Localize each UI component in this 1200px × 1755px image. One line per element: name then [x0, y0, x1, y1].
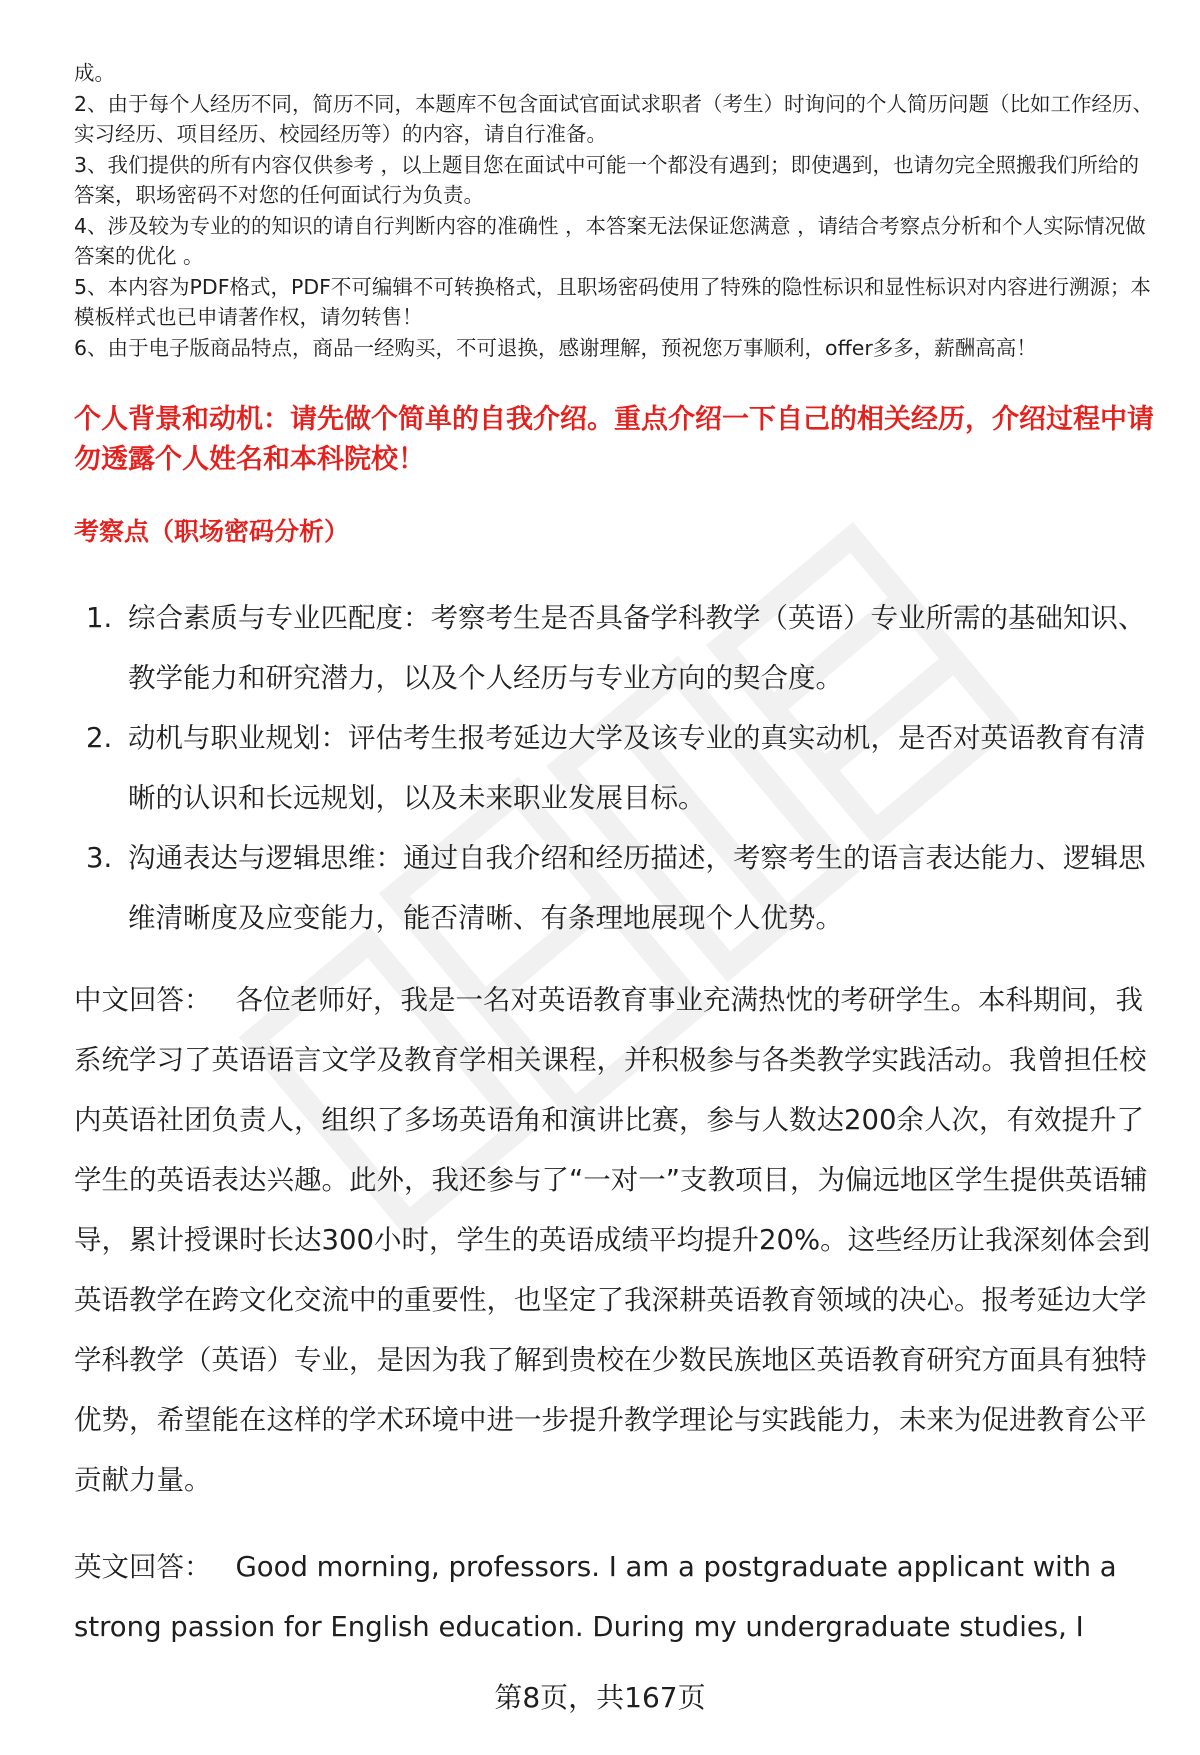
point-text: 动机与职业规划：评估考生报考延边大学及该专业的真实动机，是否对英语教育有清晰的认识和长远规划，以及未来职业发展目标。 — [128, 722, 1146, 814]
point-number: 3. — [86, 842, 113, 874]
analysis-point — [74, 828, 1154, 948]
point-text: 沟通表达与逻辑思维：通过自我介绍和经历描述，考察考生的语言表达能力、逻辑思维清晰度及应变能力，能否清晰、有条理地展现个人优势。 — [128, 842, 1146, 934]
note-item: 2、由于每个人经历不同，简历不同，本题库不包含面试官面试求职者（考生）时询问的个人简历问题（比如工作经历、实习经历、项目经历、校园经历等）的内容，请自行准备。 — [74, 91, 1154, 146]
english-answer — [74, 1537, 1154, 1657]
notes-block — [74, 58, 1154, 363]
chinese-answer-label: 中文回答： — [74, 984, 212, 1016]
point-number: 1. — [86, 602, 113, 634]
note-item: 4、涉及较为专业的的知识的请自行判断内容的准确性 ，本答案无法保证您满意 ，请结合考察点分析和个人实际情况做答案的优化 。 — [74, 213, 1146, 268]
note-item: 5、本内容为PDF格式，PDF不可编辑不可转换格式，且职场密码使用了特殊的隐性标识和显性标识对内容进行溯源；本模板样式也已申请著作权，请勿转售！ — [74, 274, 1151, 329]
analysis-point — [74, 588, 1154, 708]
analysis-points-list — [74, 588, 1154, 948]
chinese-answer — [74, 970, 1154, 1510]
question-heading: 个人背景和动机：请先做个简单的自我介绍。重点介绍一下自己的相关经历，介绍过程中请勿透露个人姓名和本科院校！ — [74, 404, 1154, 475]
point-number: 2. — [86, 722, 113, 754]
note-item: 成。 — [74, 61, 115, 85]
english-answer-text: Good morning, professors. I am a postgraduate applicant with a strong passion for English education. During my undergraduate studies, I — [74, 1551, 1117, 1643]
point-text: 综合素质与专业匹配度：考察考生是否具备学科教学（英语）专业所需的基础知识、教学能力和研究潜力，以及个人经历与专业方向的契合度。 — [128, 602, 1146, 694]
analysis-point — [74, 708, 1154, 828]
english-answer-label: 英文回答： — [74, 1551, 212, 1583]
chinese-answer-text: 各位老师好，我是一名对英语教育事业充满热忱的考研学生。本科期间，我系统学习了英语语言文学及教育学相关课程，并积极参与各类教学实践活动。我曾担任校内英语社团负责人，组织了多场英语角和演讲比赛，参与人数达200余人次，有效提升了学生的英语表达兴趣。此外，我还参与了“一对一”支教项目，为偏远地区学生提供英语辅导，累计授课时长达300小时，学生的英语成绩平均提升20%。这些经历让我深刻体会到英语教学在跨文化交流中的重要性，也坚定了我深耕英语教育领域的决心。报考延边大学学科教学（英语）专业，是因为我了解到贵校在少数民族地区英语教育研究方面具有独特优势，希望能在这样的学术环境中进一步提升教学理论与实践能力，未来为促进教育公平贡献力量。 — [74, 984, 1151, 1496]
analysis-heading: 考察点（职场密码分析） — [74, 517, 350, 546]
note-item: 3、我们提供的所有内容仅供参考 ，以上题目您在面试中可能一个都没有遇到；即使遇到，也请勿完全照搬我们所给的答案，职场密码不对您的任何面试行为负责。 — [74, 152, 1140, 207]
note-item: 6、由于电子版商品特点，商品一经购买，不可退换，感谢理解，预祝您万事顺利，offer多多，薪酬高高！ — [74, 335, 1037, 360]
page-number-footer: 第8页，共167页 — [494, 1681, 706, 1714]
